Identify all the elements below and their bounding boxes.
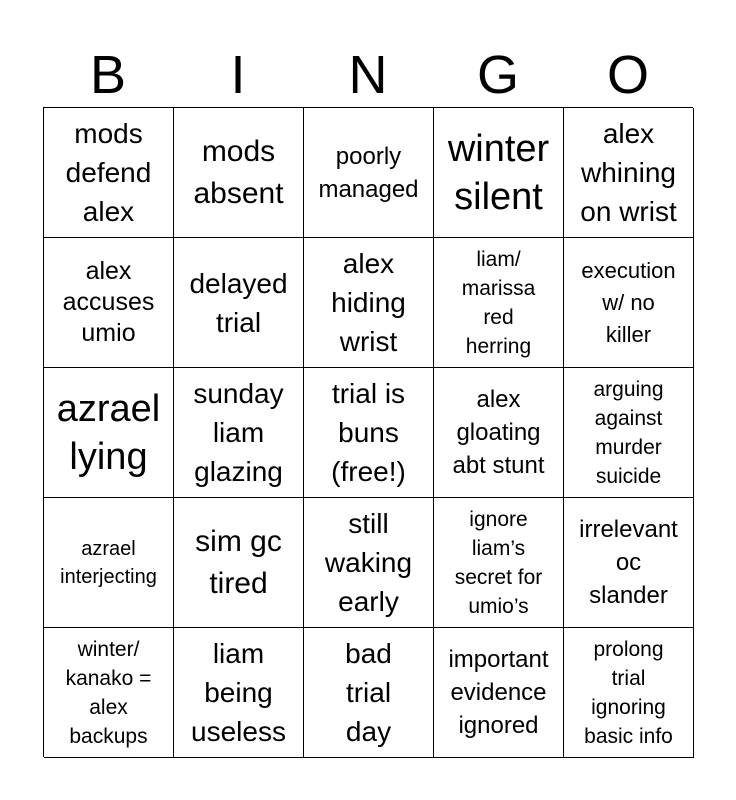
bingo-cell[interactable] xyxy=(44,108,174,238)
cell-text: still waking early xyxy=(324,508,413,617)
bingo-cell[interactable] xyxy=(564,498,694,628)
header-letter-n: N xyxy=(348,45,388,105)
bingo-cell[interactable] xyxy=(434,238,564,368)
cell-text: execution w/ no killer xyxy=(581,257,676,347)
cell-text: trial is buns (free!) xyxy=(331,378,406,487)
cell-text: sim gc tired xyxy=(195,524,282,600)
bingo-cell[interactable] xyxy=(434,368,564,498)
header-letter-o: O xyxy=(606,45,649,105)
cell-text: azrael interjecting xyxy=(60,537,157,588)
bingo-cell[interactable] xyxy=(44,368,174,498)
bingo-cell[interactable] xyxy=(174,628,304,758)
cell-text: important evidence ignored xyxy=(448,646,549,739)
bingo-cell[interactable] xyxy=(174,108,304,238)
cell-text: prolong trial ignoring basic info xyxy=(584,637,673,748)
bingo-cell[interactable] xyxy=(304,368,434,498)
cell-text: sunday liam glazing xyxy=(193,378,284,487)
bingo-grid xyxy=(43,107,693,757)
bingo-cell[interactable] xyxy=(564,108,694,238)
bingo-cell[interactable] xyxy=(304,238,434,368)
bingo-cell[interactable] xyxy=(564,368,694,498)
cell-text: alex hiding wrist xyxy=(331,248,406,357)
cell-text: poorly managed xyxy=(318,142,419,203)
cell-text: delayed trial xyxy=(189,267,288,338)
bingo-cell[interactable] xyxy=(304,108,434,238)
bingo-header xyxy=(43,40,693,110)
bingo-cell[interactable] xyxy=(434,628,564,758)
cell-text: ignore liam’s secret for umio’s xyxy=(454,507,543,618)
bingo-cell[interactable] xyxy=(564,628,694,758)
header-letter-b: B xyxy=(89,45,127,105)
bingo-cell[interactable] xyxy=(434,108,564,238)
cell-text: mods absent xyxy=(193,134,284,210)
bingo-cell[interactable] xyxy=(174,368,304,498)
cell-text: winter silent xyxy=(447,127,550,218)
bingo-cell[interactable] xyxy=(174,498,304,628)
header-letter-g: G xyxy=(476,45,519,105)
cell-text: bad trial day xyxy=(345,638,392,747)
cell-text: liam being useless xyxy=(191,638,286,747)
cell-text: alex gloating abt stunt xyxy=(452,386,545,479)
bingo-cell[interactable] xyxy=(44,498,174,628)
bingo-cell[interactable] xyxy=(304,498,434,628)
cell-text: winter/ kanako = alex backups xyxy=(65,637,152,748)
cell-text: mods defend alex xyxy=(65,118,152,227)
cell-text: irrelevant oc slander xyxy=(579,516,678,609)
cell-text: alex accuses umio xyxy=(62,257,155,347)
bingo-cell[interactable] xyxy=(564,238,694,368)
cell-text: alex whining on wrist xyxy=(580,118,677,227)
cell-text: liam/ marissa red herring xyxy=(461,247,536,358)
bingo-cell[interactable] xyxy=(434,498,564,628)
bingo-cell[interactable] xyxy=(304,628,434,758)
bingo-cell[interactable] xyxy=(44,628,174,758)
bingo-cell[interactable] xyxy=(44,238,174,368)
cell-text: arguing against murder suicide xyxy=(593,377,664,488)
bingo-cell[interactable] xyxy=(174,238,304,368)
cell-text: azrael lying xyxy=(56,387,161,478)
header-letter-i: I xyxy=(230,45,246,105)
